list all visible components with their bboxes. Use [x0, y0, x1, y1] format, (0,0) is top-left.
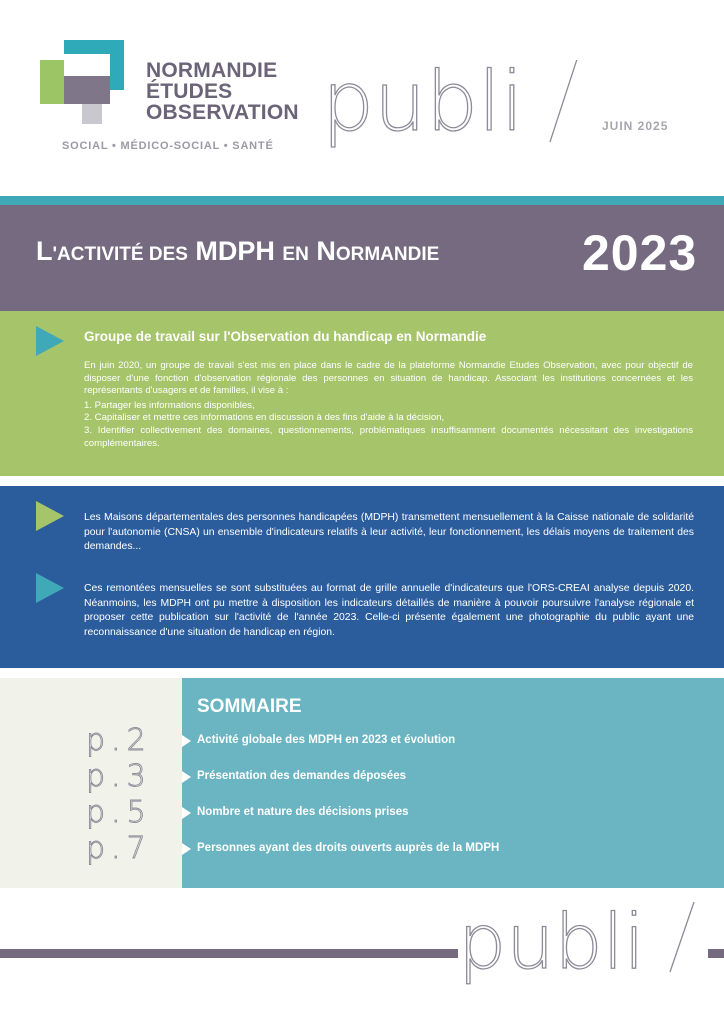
title-part-2: 'ACTIVITÉ DES — [52, 244, 188, 265]
toc-arrow-icon — [182, 843, 191, 855]
section-arrow-icon — [36, 501, 64, 531]
org-name-line-3: OBSERVATION — [146, 101, 299, 124]
working-group-body — [84, 360, 693, 450]
toc-entry[interactable]: Présentation des demandes déposées — [197, 770, 406, 782]
footer-publi-text: publi — [458, 900, 645, 986]
organisation-name — [146, 60, 299, 123]
working-group-intro: En juin 2020, un groupe de travail s'est mis en place dans le cadre de la plateforme Normandie Etudes Observation, avec pour objectif de disposer d'une fonction d'observation régionale des personnes en situation de handicap. Associant les institutions concernées et les représentants d'usagers et de familles, il vise à : — [84, 360, 693, 397]
context-paragraph-2: Ces remontées mensuelles se sont substituées au format de grille annuelle d'indicateurs que l'ORS-CREAI analyse depuis 2020. Néanmoins, les MDPH ont pu mettre à disposition les indicateurs détaillés de manière à pouvoir poursuivre l'analyse régionale et proposer cette publication sur l'activité de l'année 2023. Celle-ci présente également une photographie du public ayant une reconnaissance d'une situation de handicap en région. — [84, 583, 694, 638]
working-group-title: Groupe de travail sur l'Observation du handicap en Normandie — [84, 329, 487, 344]
header — [0, 0, 724, 196]
section-arrow-icon — [36, 573, 64, 603]
org-name-line-1: NORMANDIE — [146, 59, 278, 82]
org-name-line-2: ÉTUDES — [146, 80, 233, 103]
document-title — [36, 236, 439, 267]
title-part-3: MDPH — [187, 236, 283, 266]
working-group-list — [84, 400, 693, 450]
toc-page-number: p.3 — [86, 759, 152, 794]
list-item: 3. Identifier collectivement des domaines, questionnements, problématiques insuffisamment documentés nécessitant des investigations complémentaires. — [84, 424, 693, 449]
toc-entry[interactable]: Nombre et nature des décisions prises — [197, 806, 409, 818]
footer-publi-wordmark — [458, 900, 708, 995]
title-part-4: EN — [282, 244, 309, 265]
title-part-6: ORMANDIE — [335, 244, 440, 265]
publi-wordmark — [322, 60, 592, 160]
issue-date: JUIN 2025 — [602, 119, 669, 133]
organisation-subtitle: SOCIAL • MÉDICO-SOCIAL • SANTÉ — [62, 140, 274, 152]
sommaire-title: SOMMAIRE — [197, 696, 302, 717]
list-item: 1. Partager les informations disponibles, — [84, 399, 255, 411]
context-paragraph-1: Les Maisons départementales des personnes handicapées (MDPH) transmettent mensuellement à la Caisse nationale de solidarité pour l'autonomie (CNSA) un ensemble d'indicateurs relatifs à leur activité, leur fonctionnement, les délais moyens de traitement des demandes... — [84, 512, 694, 553]
normandie-etudes-observation-logo-icon — [40, 40, 124, 124]
toc-page-number: p.5 — [86, 795, 152, 830]
toc-entry[interactable]: Activité globale des MDPH en 2023 et évolution — [197, 734, 456, 746]
toc-page-number: p.7 — [86, 831, 152, 866]
toc-arrow-icon — [182, 735, 191, 747]
title-part-5: N — [308, 236, 336, 266]
teal-divider — [0, 196, 724, 205]
title-part-1: L — [36, 236, 53, 266]
toc-arrow-icon — [182, 807, 191, 819]
toc-arrow-icon — [182, 771, 191, 783]
section-arrow-icon — [36, 326, 64, 356]
list-item: 2. Capitaliser et mettre ces informations en discussion à des fins d'aide à la décision, — [84, 412, 445, 424]
toc-entry[interactable]: Personnes ayant des droits ouverts auprès de la MDPH — [197, 842, 500, 854]
title-year: 2023 — [582, 225, 698, 281]
publi-wordmark-text: publi — [322, 60, 524, 150]
toc-page-number: p.2 — [86, 723, 152, 758]
